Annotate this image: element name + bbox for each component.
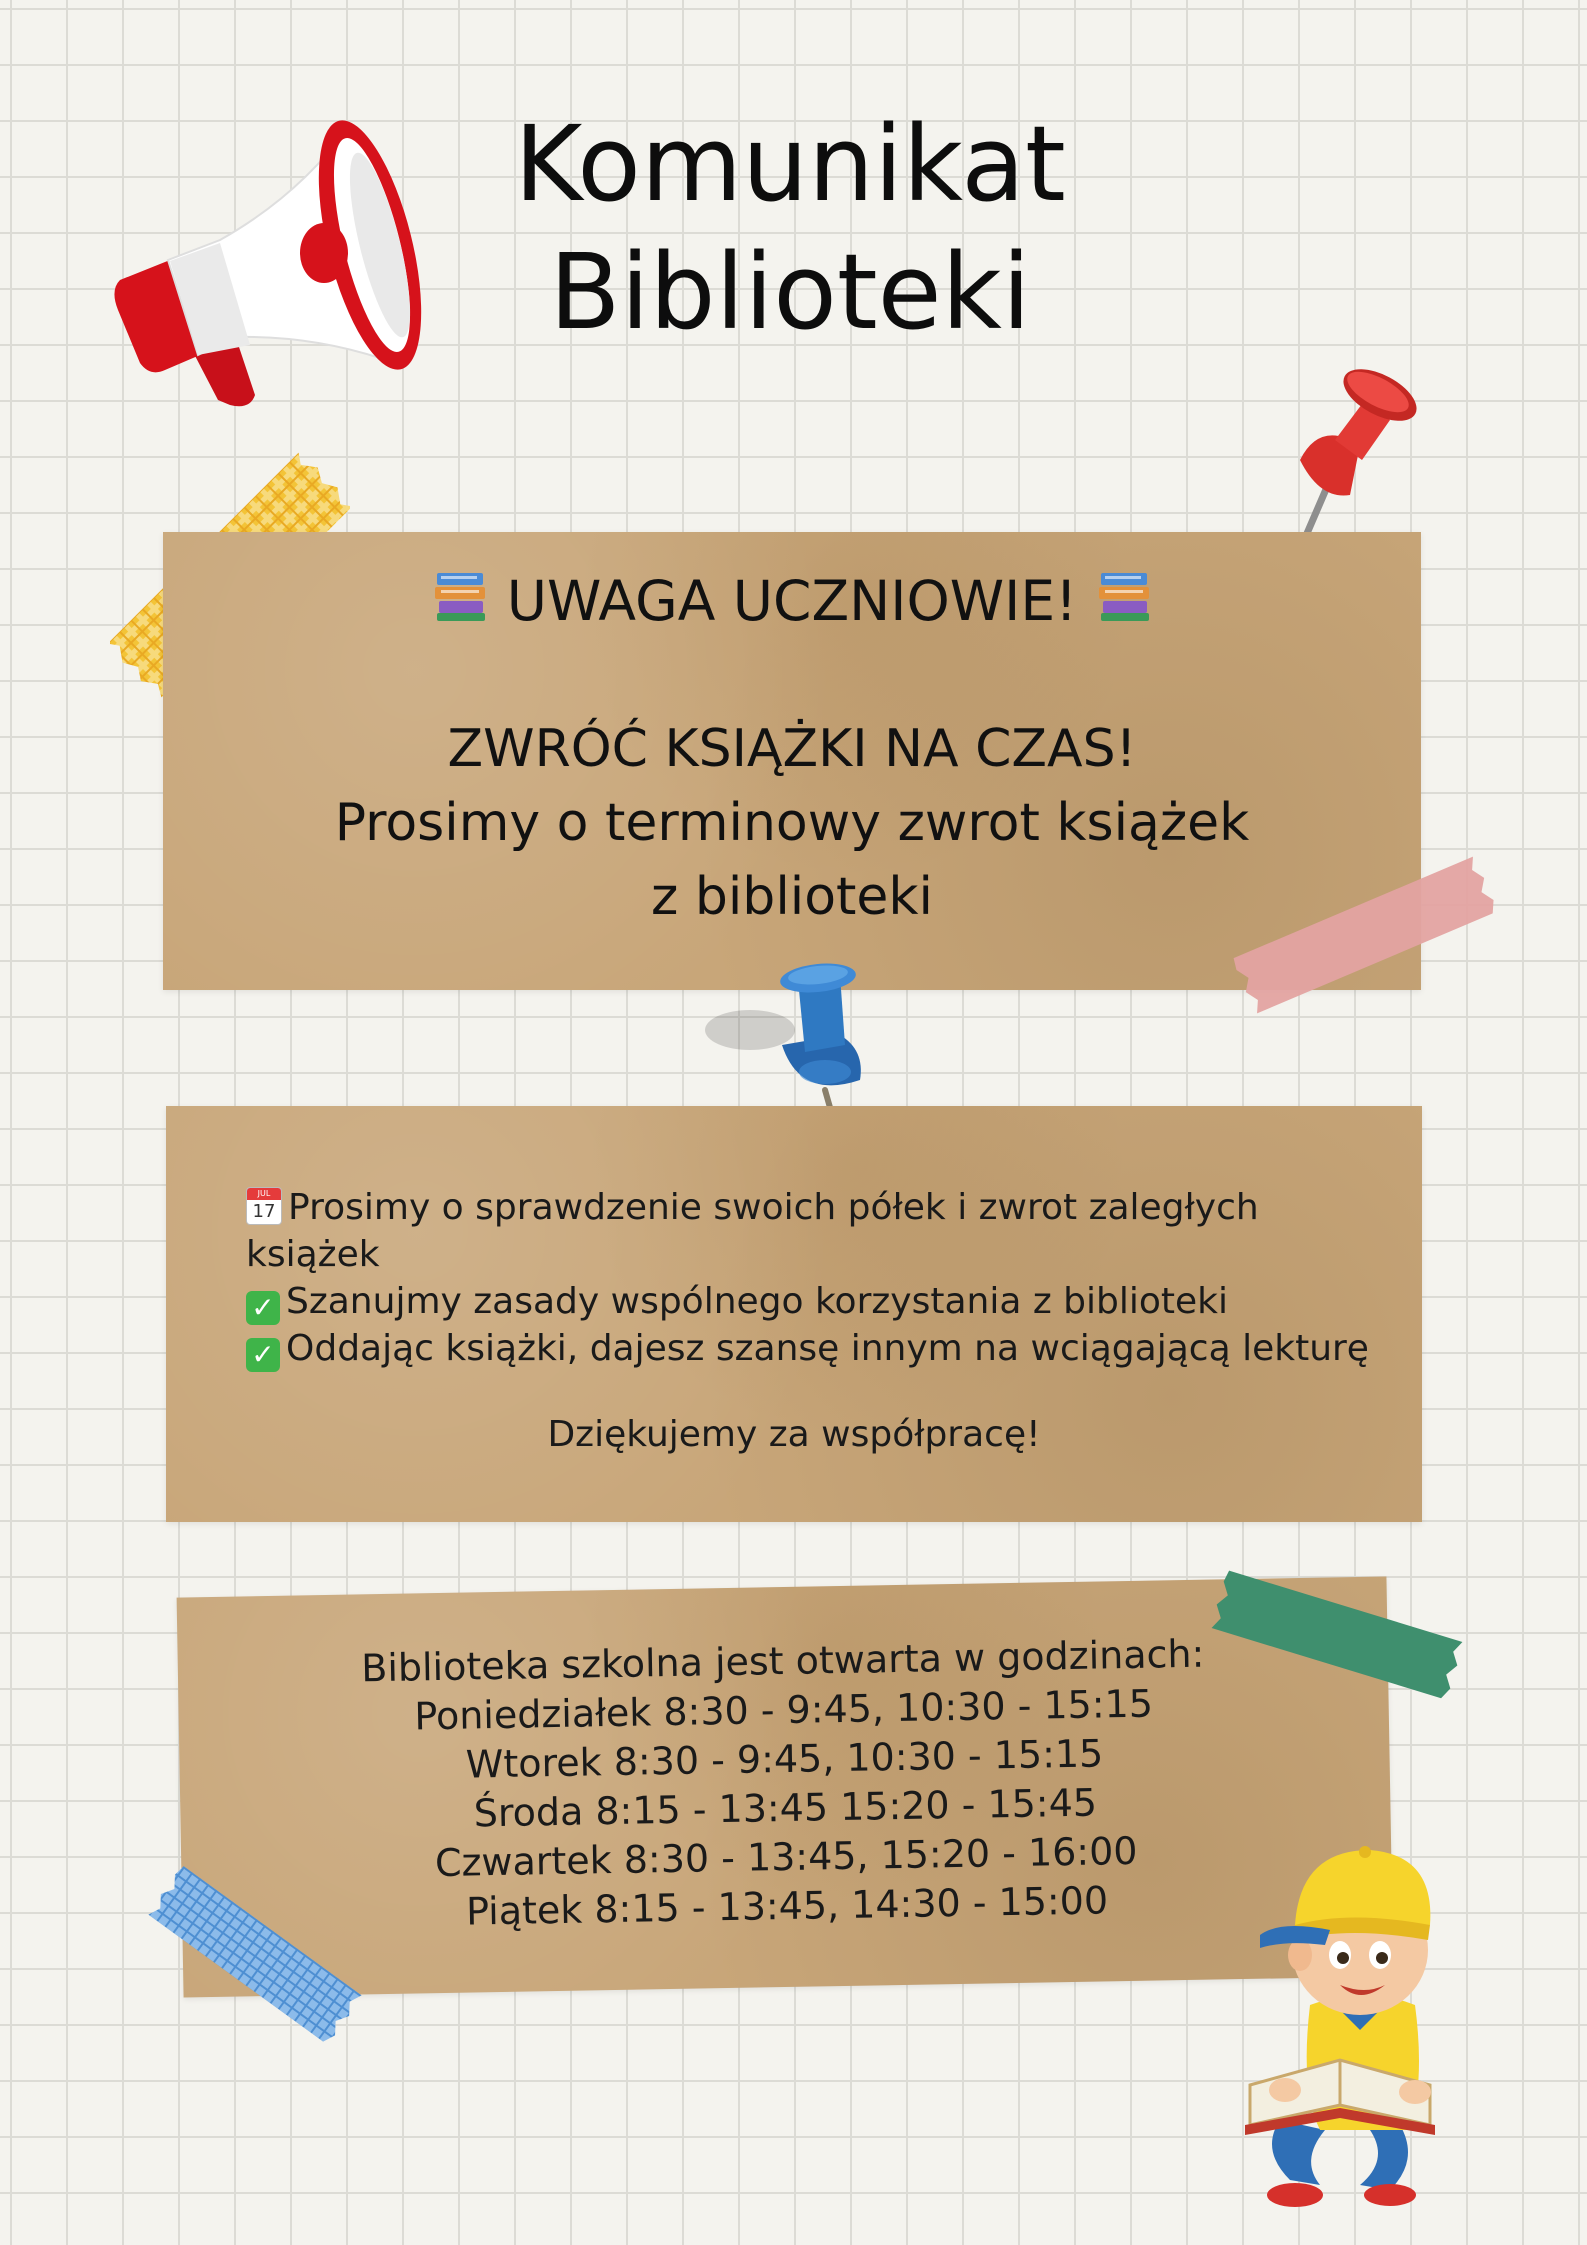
hours-row-friday: Piątek 8:15 - 13:45, 14:30 - 15:00 <box>465 1878 1109 1934</box>
calendar-day: 17 <box>252 1201 276 1222</box>
books-icon <box>431 567 489 643</box>
thanks-text: Dziękujemy za współpracę! <box>547 1414 1041 1455</box>
info-card <box>166 1106 1422 1522</box>
red-push-pin-icon <box>1280 360 1430 560</box>
blue-tape-decoration <box>140 1860 370 2050</box>
check-mark-icon: ✓ <box>246 1291 280 1325</box>
calendar-month: JUL <box>247 1188 281 1200</box>
info-list <box>246 1184 1386 1372</box>
list-item <box>246 1325 1386 1372</box>
attention-heading <box>163 566 1421 643</box>
books-icon <box>1095 567 1153 643</box>
hours-row-wednesday: Środa 8:15 - 13:45 15:20 - 15:45 <box>473 1780 1098 1836</box>
title-line-2: Biblioteki <box>549 231 1031 353</box>
list-item-text: Szanujmy zasady wspólnego korzystania z biblioteki <box>286 1281 1229 1322</box>
attention-heading-text: UWAGA UCZNIOWIE! <box>506 569 1078 633</box>
list-item-continuation: książek <box>246 1234 380 1275</box>
list-item-text: Oddając książki, dajesz szansę innym na wciągającą lekturę <box>286 1328 1369 1369</box>
return-books-line-3: z biblioteki <box>651 867 933 927</box>
calendar-icon <box>246 1187 282 1225</box>
return-books-line-2: Prosimy o terminowy zwrot książek <box>334 793 1250 853</box>
title-line-1: Komunikat <box>514 103 1066 225</box>
hours-row-monday: Poniedziałek 8:30 - 9:45, 10:30 - 15:15 <box>414 1681 1154 1739</box>
hours-row-tuesday: Wtorek 8:30 - 9:45, 10:30 - 15:15 <box>465 1731 1104 1787</box>
return-books-line-1: ZWRÓĆ KSIĄŻKI NA CZAS! <box>447 719 1137 779</box>
blue-push-pin-icon <box>690 940 890 1130</box>
reading-boy-illustration <box>1240 1830 1490 2210</box>
list-item-text: Prosimy o sprawdzenie swoich półek i zwrot zaległych <box>288 1187 1259 1228</box>
opening-hours-intro: Biblioteka szkolna jest otwarta w godzinach: <box>360 1631 1205 1691</box>
check-mark-icon: ✓ <box>246 1338 280 1372</box>
list-item <box>246 1278 1386 1325</box>
hours-row-thursday: Czwartek 8:30 - 13:45, 15:20 - 16:00 <box>434 1828 1138 1886</box>
pink-tape-decoration <box>1225 850 1505 1020</box>
page-title <box>380 100 1200 356</box>
megaphone-icon <box>100 105 430 415</box>
green-tape-decoration <box>1205 1560 1470 1710</box>
list-item <box>246 1184 1386 1231</box>
